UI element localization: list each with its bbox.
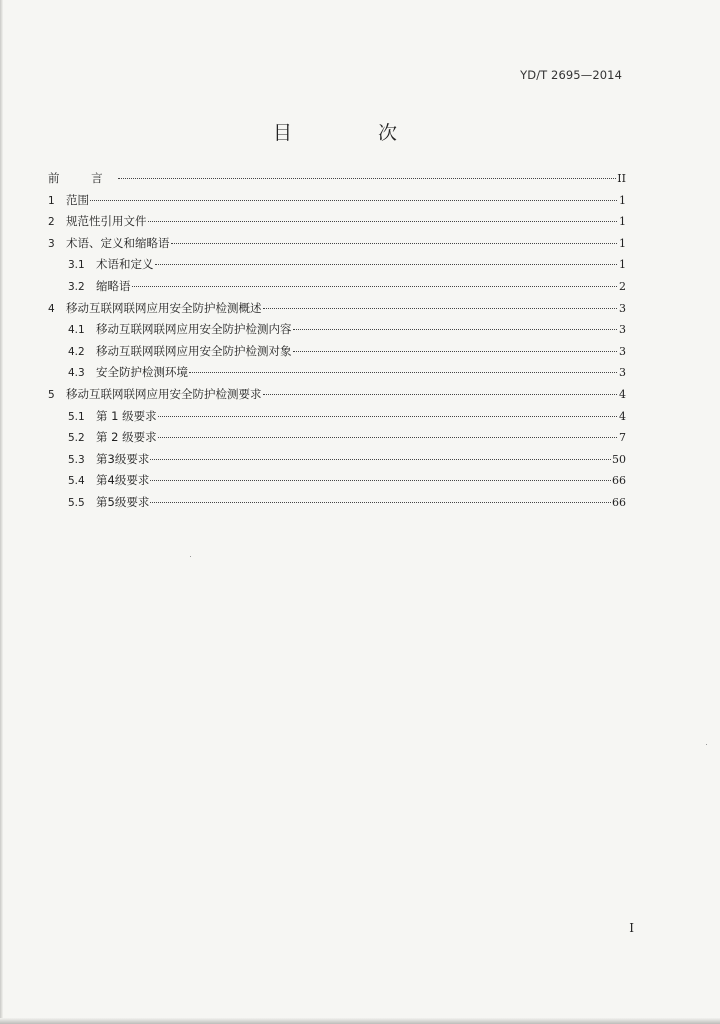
toc-entry-page: 4 (619, 387, 626, 401)
toc-dot-leader (148, 221, 618, 222)
toc-entry[interactable] (48, 192, 626, 214)
toc-entry-page: 4 (619, 409, 626, 423)
toc-entry-number: 3 (48, 237, 55, 250)
toc-dot-leader (293, 329, 618, 330)
toc-title: 目 次 (272, 122, 438, 144)
scan-speck (706, 744, 707, 745)
toc-dot-leader (158, 416, 617, 417)
toc-entry-label: 范围 (66, 192, 89, 207)
toc-entry[interactable] (48, 343, 626, 365)
toc-dot-leader (158, 437, 617, 438)
toc-entry-number: 5.1 (68, 410, 85, 423)
scan-speck (190, 556, 191, 557)
toc-dot-leader (171, 243, 618, 244)
toc-entry-number: 4.2 (68, 345, 85, 358)
page-left-edge (0, 0, 3, 1024)
toc-dot-leader (189, 372, 617, 373)
toc-dot-leader (150, 502, 611, 503)
toc-entry-page: 2 (619, 279, 626, 293)
toc-entry[interactable] (48, 278, 626, 300)
toc-entry-label: 移动互联网联网应用安全防护检测要求 (66, 386, 262, 401)
toc-entry-page: 66 (612, 474, 626, 488)
toc-dot-leader (293, 351, 618, 352)
toc-entry-page: 3 (619, 323, 626, 337)
toc-entry-page: 50 (612, 452, 626, 466)
toc-entry-page: 3 (619, 301, 626, 315)
toc-entry-number: 5.4 (68, 475, 85, 488)
toc-entry-number: 2 (48, 216, 55, 229)
toc-entry-number: 5.2 (68, 432, 85, 445)
toc-dot-leader (90, 200, 617, 201)
toc-entry-number: 3.2 (68, 280, 85, 293)
table-of-contents (48, 170, 626, 516)
toc-entry[interactable] (48, 472, 626, 494)
toc-entry[interactable] (48, 451, 626, 473)
toc-dot-leader (118, 178, 617, 179)
toc-entry-label: 第 1 级要求 (96, 408, 157, 423)
toc-entry-label: 第4级要求 (96, 473, 150, 488)
toc-entry-label: 第3级要求 (96, 451, 150, 466)
toc-entry-number: 5.3 (68, 453, 85, 466)
toc-entry-number: 4.3 (68, 367, 85, 380)
toc-entry[interactable] (48, 408, 626, 430)
toc-entry-page: 66 (612, 495, 626, 509)
toc-entry[interactable] (48, 429, 626, 451)
toc-entry-label: 移动互联网联网应用安全防护检测内容 (96, 322, 292, 337)
toc-entry-label: 缩略语 (96, 278, 131, 293)
standard-number: YD/T 2695—2014 (520, 68, 622, 82)
toc-entry-number: 5 (48, 388, 55, 401)
toc-dot-leader (263, 394, 618, 395)
toc-dot-leader (150, 459, 611, 460)
toc-dot-leader (263, 308, 618, 309)
toc-entry-page: 1 (619, 215, 626, 229)
toc-entry-label: 术语、定义和缩略语 (66, 235, 170, 250)
toc-entry[interactable] (48, 256, 626, 278)
toc-entry-label: 第 2 级要求 (96, 430, 157, 445)
toc-entry[interactable] (48, 494, 626, 516)
toc-entry-label: 安全防护检测环境 (96, 365, 188, 380)
toc-entry-page: 3 (619, 366, 626, 380)
toc-entry-page: 1 (619, 193, 626, 207)
toc-entry[interactable] (48, 300, 626, 322)
toc-entry-label: 移动互联网联网应用安全防护检测对象 (96, 343, 292, 358)
page-number: I (629, 921, 634, 935)
toc-dot-leader (150, 480, 611, 481)
toc-dot-leader (132, 286, 618, 287)
toc-dot-leader (155, 264, 618, 265)
toc-entry[interactable] (48, 170, 626, 192)
page-bottom-edge (0, 1018, 720, 1024)
toc-entry-label: 第5级要求 (96, 494, 150, 509)
toc-entry-number: 5.5 (68, 496, 85, 509)
toc-entry[interactable] (48, 364, 626, 386)
toc-entry-number: 3.1 (68, 259, 85, 272)
toc-entry-number: 4.1 (68, 324, 85, 337)
toc-entry-page: 1 (619, 236, 626, 250)
toc-entry-page: 1 (619, 258, 626, 272)
toc-entry-label: 前 言 (48, 171, 117, 185)
toc-entry-label: 术语和定义 (96, 257, 154, 272)
toc-entry-page: 3 (619, 344, 626, 358)
toc-entry-label: 规范性引用文件 (66, 214, 147, 229)
toc-entry-label: 移动互联网联网应用安全防护检测概述 (66, 300, 262, 315)
toc-entry-number: 1 (48, 194, 55, 207)
toc-entry[interactable] (48, 235, 626, 257)
toc-entry-page: 7 (619, 431, 626, 445)
toc-entry-number: 4 (48, 302, 55, 315)
toc-entry[interactable] (48, 213, 626, 235)
toc-entry[interactable] (48, 386, 626, 408)
toc-entry[interactable] (48, 321, 626, 343)
toc-entry-page: II (617, 172, 626, 185)
